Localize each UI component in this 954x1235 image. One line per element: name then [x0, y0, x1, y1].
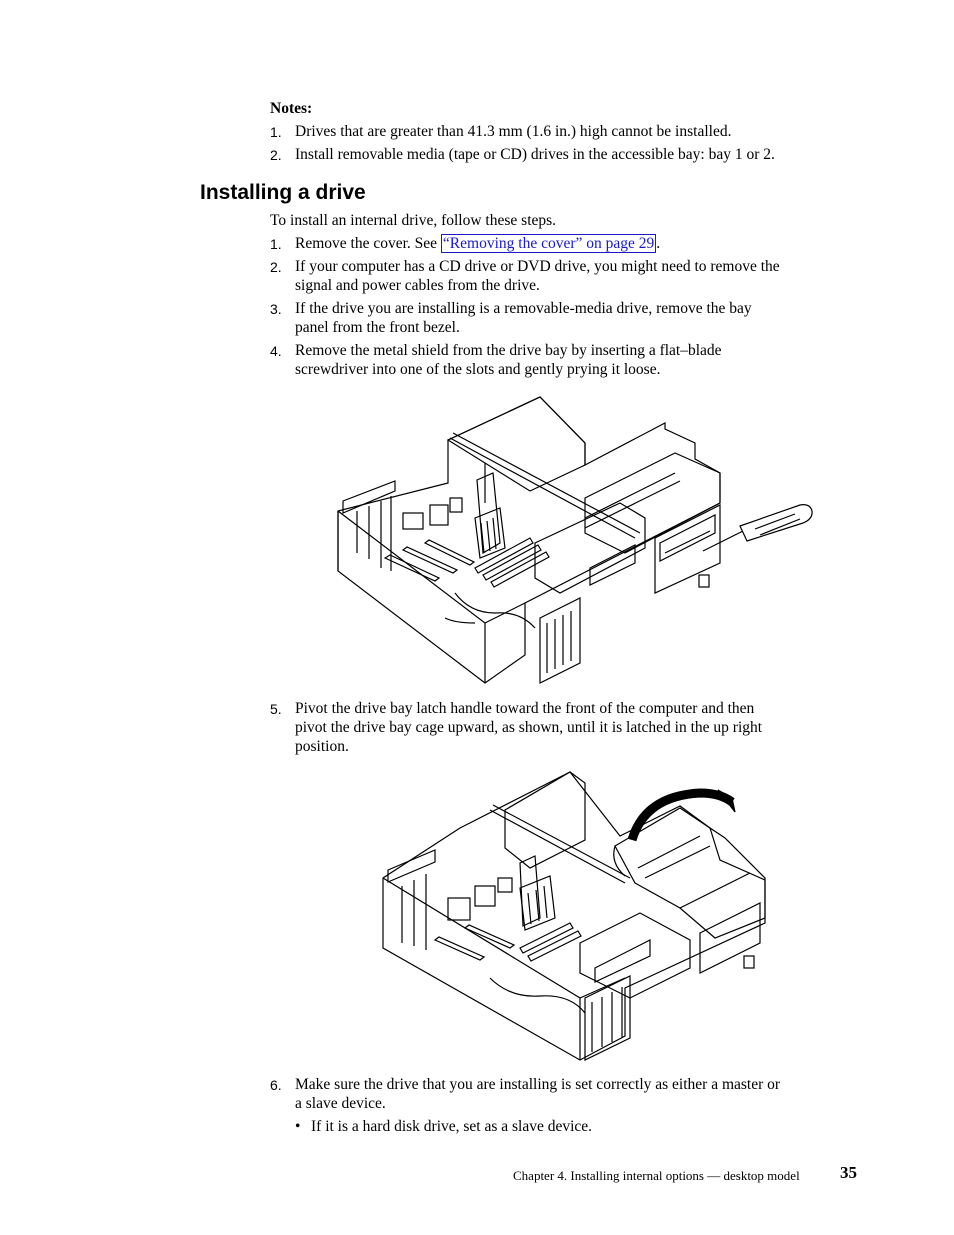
step-text-line: a slave device. — [295, 1095, 386, 1112]
step-text-line: pivot the drive bay cage upward, as shown, until it is latched in the up right — [295, 719, 763, 736]
cross-reference-link[interactable]: “Removing the cover” on page 29 — [442, 235, 655, 252]
step-text-line: screwdriver into one of the slots and gently prying it loose. — [295, 361, 661, 378]
section-title: Installing a drive — [200, 181, 366, 204]
step-number: 6. — [270, 1077, 282, 1093]
step-text: Remove the cover. See “Removing the cover” on page 29 . — [295, 235, 661, 252]
bullet-text: If it is a hard disk drive, set as a slave device. — [311, 1118, 593, 1135]
page-number: 35 — [840, 1163, 857, 1182]
note-text: Drives that are greater than 41.3 mm (1.6 in.) high cannot be installed. — [295, 123, 732, 140]
section-intro: To install an internal drive, follow these steps. — [270, 212, 557, 229]
notes-heading: Notes: — [270, 100, 313, 117]
step-text-line: position. — [295, 738, 349, 755]
step-text-line: signal and power cables from the drive. — [295, 277, 540, 294]
step-text-line: If the drive you are installing is a removable-media drive, remove the bay — [295, 300, 752, 317]
step-number: 2. — [270, 259, 282, 275]
figure-pivot-drive-cage-illustration — [380, 768, 772, 1064]
step-text-line: If your computer has a CD drive or DVD drive, you might need to remove the — [295, 258, 780, 275]
step-number: 3. — [270, 301, 282, 317]
footer-chapter: Chapter 4. Installing internal options — desktop model — [513, 1168, 800, 1183]
note-number: 1. — [270, 124, 282, 140]
step-number: 1. — [270, 236, 282, 252]
step-text-line: panel from the front bezel. — [295, 319, 460, 336]
figure-remove-shield-illustration — [335, 393, 815, 685]
bullet-mark: • — [295, 1118, 301, 1135]
step-number: 5. — [270, 701, 282, 717]
step-text-line: Remove the metal shield from the drive bay by inserting a flat–blade — [295, 342, 722, 359]
note-text: Install removable media (tape or CD) drives in the accessible bay: bay 1 or 2. — [295, 146, 775, 163]
step-text-line: Pivot the drive bay latch handle toward the front of the computer and then — [295, 700, 755, 717]
step-number: 4. — [270, 343, 282, 359]
note-number: 2. — [270, 147, 282, 163]
step-text-line: Make sure the drive that you are installing is set correctly as either a master or — [295, 1076, 781, 1093]
